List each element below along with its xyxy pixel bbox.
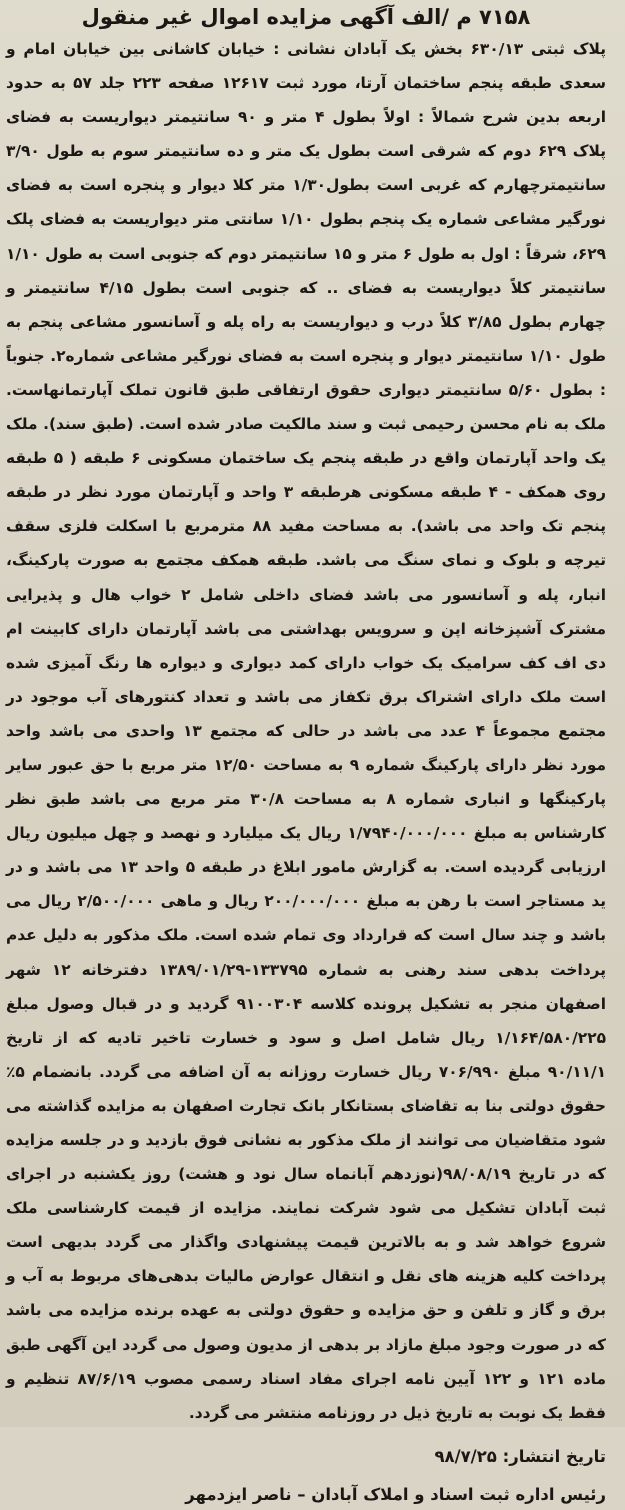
notice-body: پلاک ثبتی ۶۳۰/۱۳ بخش یک آبادان نشانی : خیابان کاشانی بین خیابان امام و سعدی طبقه پنجم ساختمان آرتا، مورد ثبت ۱۲۶۱۷ صفحه ۲۲۳ جلد ۵۷ به حدود اربعه بدین شرح شمالاً : اولاً بطول ۴ متر و ۹۰ سانتیمتر دیواریست به فضای پلاک ۶۲۹ دوم که شرقی است بطول یک متر و ده سانتیمتر سوم به طول ۳/۹۰ سانتیمترچهارم که غربی است بطول۱/۳۰ متر کلا دیوار و پنجره است به فضای نورگیر مشاعی شماره یک پنجم بطول ۱/۱۰ سانتی متر دیواریست به فضای پلک ۶۲۹، شرقاً : اول به طول ۶ متر و ۱۵ سانتیمتر دوم که جنوبی است به طول ۱/۱۰ سانتیمتر کلاً دیواریست به فضای .. که جنوبی است بطول ۴/۱۵ سانتیمتر و چهارم بطول ۳/۸۵ کلاً درب و دیواریست به راه پله و آسانسور مشاعی پنجم به طول ۱/۱۰ سانتیمتر دیوار و پنجره است به فضای نورگیر مشاعی شماره۲. جنوباً : بطول ۵/۶۰ سانتیمتر دیواری حقوق ارتفاقی طبق قانون تملک آپارتمانهاست. ملک به نام محسن رحیمی ثبت و سند مالکیت صادر شده است. (طبق سند). ملک یک واحد آپارتمان واقع در طبقه پنجم یک ساختمان مسکونی ۶ طبقه ( ۵ طبقه روی همکف - ۴ طبقه مسکونی هرطبقه ۳ واحد و آپارتمان مورد نظر در طبقه پنجم تک واحد می باشد). به مساحت مفید ۸۸ مترمربع با اسکلت فلزی سقف تیرچه و بلوک و نمای سنگ می باشد. طبقه همکف مجتمع به صورت پارکینگ، انبار، پله و آسانسور می باشد فضای داخلی شامل ۲ خواب هال و پذیرایی مشترک آشپزخانه اپن و سرویس بهداشتی می باشد آپارتمان دارای کابینت ام دی اف کف سرامیک یک خواب دارای کمد دیواری و دیواره ها رنگ آمیزی شده است ملک دارای اشتراک برق تکفاز می باشد و تعداد کنتورهای آب موجود در مجتمع مجموعاً ۴ عدد می باشد در حالی که مجتمع ۱۳ واحدی می باشد واحد مورد نظر دارای پارکینگ شماره ۹ به مساحت ۱۲/۵۰ متر مربع با حق عبور سایر پارکینگها و انباری شماره ۸ به مساحت ۳۰/۸ متر مربع می باشد طبق نظر کارشناس به مبلغ ۱/۷۹۴۰/۰۰۰/۰۰۰ ریال یک میلیارد و نهصد و چهل میلیون ریال ارزیابی گردیده است. به گزارش مامور ابلاغ در طبقه ۵ واحد ۱۳ می باشد و در ید مستاجر است با رهن به مبلغ ۲۰۰/۰۰۰/۰۰۰ ریال و ماهی ۲/۵۰۰/۰۰۰ ریال می باشد و چند سال است که قرارداد وی تمام شده است. ملک مذکور به دلیل عدم پرداخت بدهی سند رهنی به شماره ۱۳۳۷۹۵-۱۳۸۹/۰۱/۲۹ دفترخانه ۱۲ شهر اصفهان منجر به تشکیل پرونده کلاسه ۹۱۰۰۳۰۴ گردید و در قبال وصول مبلغ ۱/۱۶۴/۵۸۰/۲۲۵ ریال شامل اصل و سود و خسارت تاخیر تادیه که از تاریخ ۹۰/۱۱/۱ مبلغ ۷۰۶/۹۹۰ ریال خسارت روزانه به آن اضافه می گردد. بانضمام ۵٪ حقوق دولتی بنا به تقاضای بستانکار بانک تجارت اصفهان به مزایده گذاشته می شود متقاضیان می توانند از ملک مذکور به نشانی فوق بازدید و در جلسه مزایده که در تاریخ ۹۸/۰۸/۱۹(نوزدهم آبانماه سال نود و هشت) روز یکشنبه در اجرای ثبت آبادان تشکیل می شود شرکت نمایند. مزایده از قیمت کارشناسی ملک شروع خواهد شد و به بالاترین قیمت پیشنهادی واگذار می گردد بدیهی است پرداخت کلیه هزینه های نقل و انتقال عوارض مالیات بدهی‌های مربوط به آب و برق و گاز و تلفن و حق مزایده و حقوق دولتی به عهده برنده مزایده می باشد که در صورت وجود مبلغ مازاد بر بدهی از مدیون وصول می گردد این آگهی طبق ماده ۱۲۱ و ۱۲۲ آیین نامه اجرای مفاد اسناد رسمی مصوب ۸۷/۶/۱۹ تنظیم و فقط یک نوبت به تاریخ ذیل در روزنامه منتشر می گردد.: [6, 40, 607, 1422]
notice-title: ۷۱۵۸ م /الف آگهی مزایده اموال غیر منقول: [81, 5, 531, 29]
signature-line: رئیس اداره ثبت اسناد و املاک آبادان – ناصر ایزدمهر: [185, 1484, 606, 1504]
auction-notice: [6, 0, 606, 1510]
publish-date: تاریخ انتشار: ۹۸/۷/۲۵: [434, 1446, 606, 1466]
